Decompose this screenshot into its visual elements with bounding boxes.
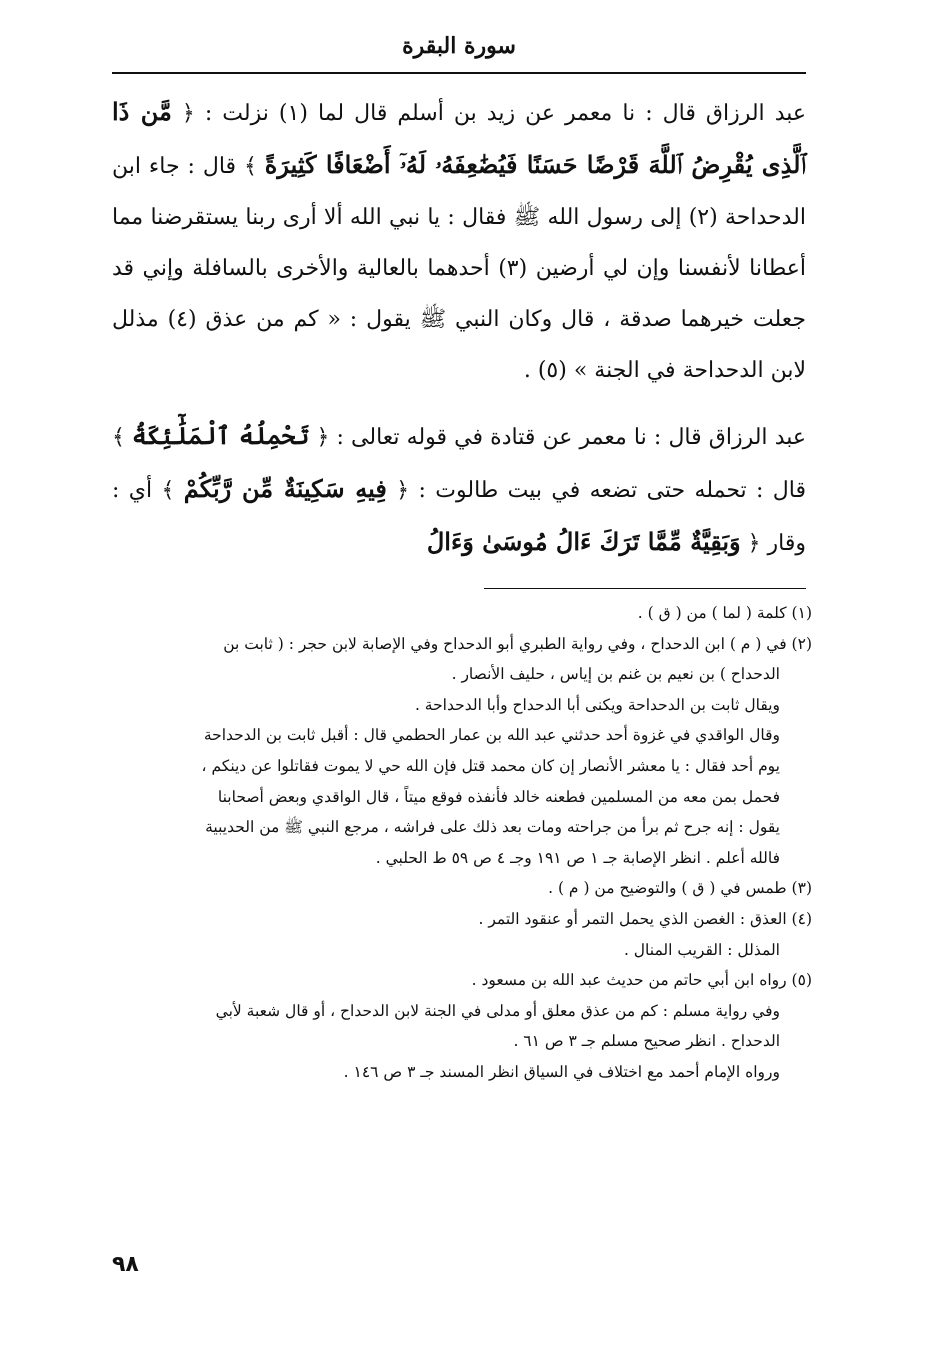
para1-text-3: ﴾ قال : جاء ابن الدحداحة [112, 154, 806, 230]
paragraph-2 [112, 410, 806, 569]
footnote-ref-2: (٢) [688, 205, 718, 230]
quran-verse: مَّن ذَا ٱلَّذِى يُقْرِضُ ٱللَّهَ قَرْضًا حَسَنًا فَيُضَٰعِفَهُۥ لَهُۥٓ أَضْعَافًا كَثِيرَةً [112, 97, 806, 179]
footnote-line: (٥) رواه ابن أبي حاتم من حديث عبد الله بن مسعود . [471, 971, 812, 990]
page-number: ٩٨ [112, 1252, 139, 1277]
footnote-line: (١) كلمة ( لما ) من ( ق ) . [637, 604, 812, 622]
footnote-line: وفي رواية مسلم : كم من عذق معلق أو مدلى في الجنة لابن الدحداح ، أو قال شعبة لأبي [215, 1001, 780, 1020]
footnote-line: يقول : إنه جرح ثم برأ من جراحته ومات بعد ذلك على فراشه ، مرجع النبي ﷺ من الحديبية [205, 818, 780, 837]
footnote-line: (٣) طمس في ( ق ) والتوضيح من ( م ) . [548, 879, 812, 898]
footnote-line: (٤) العذق : الغصن الذي يحمل التمر أو عنقود التمر . [478, 909, 812, 928]
footnote-line: وقال الواقدي في غزوة أحد حدثني عبد الله بن عمار الحطمي قال : أقبل ثابت بن الدحداحة [203, 726, 780, 745]
page-header [112, 30, 806, 62]
footnote-ref-4: (٤) [167, 307, 197, 332]
footnote-rule [484, 588, 806, 589]
main-text [112, 86, 806, 569]
para1-text-4: إلى رسول الله ﷺ فقال : يا نبي الله ألا أرى ربنا يستقرضنا مما أعطانا لأنفسنا وإن لي أرضين [112, 205, 806, 281]
para1-text-2: نزلت : ﴿ [171, 101, 279, 126]
paragraph-1 [112, 86, 806, 396]
footnote-line: يوم أحد فقال : يا معشر الأنصار إن كان محمد قتل فإن الله حي لا يموت فقاتلوا عن دينكم ، [201, 756, 780, 775]
footnote-line: الدحداح . انظر صحيح مسلم جـ ٣ ص ٦١ . [513, 1032, 780, 1051]
footnote-line: ويقال ثابت بن الدحداحة ويكنى أبا الدحداح وأبا الدحداحة . [414, 695, 780, 714]
footnote-ref-1: (١) [278, 101, 308, 126]
para2-text-3: ﴾ أي : وقار ﴿ [112, 478, 806, 556]
footnote-line: الدحداح ) بن نعيم بن غنم بن إياس ، حليف الأنصار . [451, 665, 780, 684]
footnote-line: فالله أعلم . انظر الإصابة جـ ١ ص ١٩١ وجـ ٤ ص ٥٩ ط الحلبي . [375, 848, 780, 867]
footnote-line: ورواه الإمام أحمد مع اختلاف في السياق انظر المسند جـ ٣ ص ١٤٦ . [343, 1062, 780, 1081]
para1-text-7: . [523, 358, 538, 383]
header-rule [112, 72, 806, 74]
para2-intro: عبد الرزاق قال : نا معمر عن قتادة في قوله تعالى : ﴿ [309, 425, 807, 450]
footnote-ref-5: (٥) [537, 358, 567, 383]
footnotes [112, 598, 812, 1088]
footnote-ref-3: (٣) [498, 256, 528, 281]
footnote-line: فحمل بمن معه من المسلمين فطعنه خالد فأنفذه فوقع ميتاً ، قال الواقدي وبعض أصحابنا [217, 787, 780, 806]
footnote-line: (٢) في ( م ) ابن الدحداح ، وفي رواية الطبري أبو الدحداح وفي الإصابة لابن حجر : ( ثابت بن [223, 634, 812, 653]
para1-text-6: مذلل لابن الدحداحة في الجنة » [112, 307, 806, 383]
quran-verse: تَحْمِلُهُ ٱلْمَلَٰٓئِكَةُ [132, 421, 310, 450]
quran-verse: فِيهِ سَكِينَةٌ مِّن رَّبِّكُمْ [183, 474, 387, 503]
footnote-line: المذلل : القريب المنال . [623, 940, 780, 959]
surah-title: سورة البقرة [402, 33, 516, 59]
quran-verse: وَبَقِيَّةٌ مِّمَّا تَرَكَ ءَالُ مُوسَىٰ وَءَالُ [426, 527, 741, 556]
para1-intro: عبد الرزاق قال : نا معمر عن زيد بن أسلم قال لما [307, 101, 807, 126]
para2-text-2: ﴾ قال : تحمله حتى تضعه في بيت طالوت : ﴿ [112, 425, 807, 503]
para1-text-5: أحدهما بالعالية والأخرى بالسافلة وإني قد جعلت خيرهما صدقة ، قال وكان النبي ﷺ يقول : « كم من عذق [112, 256, 806, 332]
